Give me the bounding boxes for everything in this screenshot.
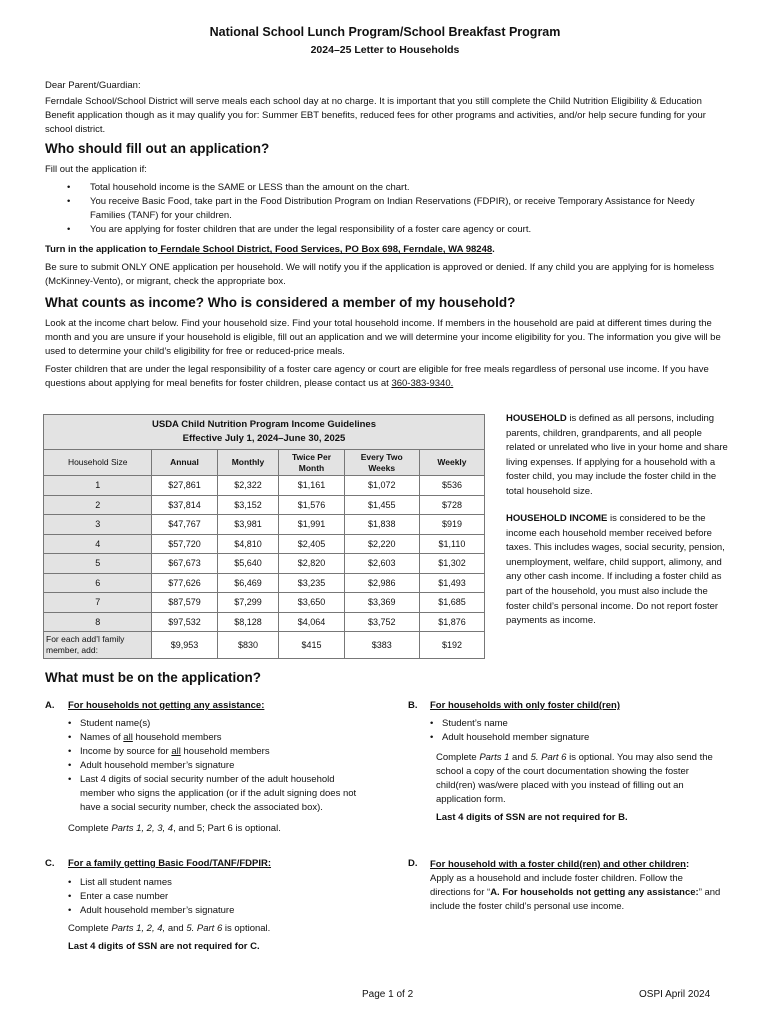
table-caption-line1: USDA Child Nutrition Program Income Guidelines xyxy=(152,419,376,430)
section-b-complete-mid: and xyxy=(509,752,531,763)
foster-text: Foster children that are under the legal responsibility of a foster care agency or court are eligible for free meals regardless of personal use income. If you have questions about applying for meal benefits for foster children, please contact us at xyxy=(45,364,709,389)
table-cell: $1,685 xyxy=(419,593,484,613)
income-guidelines-table xyxy=(43,414,485,659)
table-row xyxy=(44,632,485,659)
list-item: • Adult household member’s signature xyxy=(68,904,368,918)
list-item: • Income by source for all household members xyxy=(68,745,368,759)
table-cell: 7 xyxy=(44,593,152,613)
page-subtitle: 2024–25 Letter to Households xyxy=(310,44,460,56)
section-d-title xyxy=(430,858,730,872)
household-income-term: HOUSEHOLD INCOME xyxy=(506,513,608,524)
table-cell: 6 xyxy=(44,573,152,593)
table-cell: $3,369 xyxy=(344,593,419,613)
table-cell: $2,986 xyxy=(344,573,419,593)
section-c-letter: C. xyxy=(45,858,55,869)
table-cell: $5,640 xyxy=(217,554,279,574)
table-cell: $1,576 xyxy=(279,495,344,515)
table-row xyxy=(44,573,485,593)
table-cell: 8 xyxy=(44,612,152,632)
section-b-ssn-note: Last 4 digits of SSN are not required for B. xyxy=(436,812,628,823)
contact-phone[interactable]: 360-383-9340. xyxy=(391,378,454,389)
table-cell: $6,469 xyxy=(217,573,279,593)
household-income-text: is considered to be the income each household member received before taxes. This includes wages, social security, pension, unemployment, welfare, child support, alimony, and any other cash income. If including a foster child as part of the household, you must also include the foster child’s personal income. Do not report foster payments as income. xyxy=(506,513,725,627)
section-c-complete-part: 5. Part 6 xyxy=(186,923,223,934)
column-header: Household Size xyxy=(44,450,152,476)
household-income-definition xyxy=(506,512,728,629)
table-cell: $2,603 xyxy=(344,554,419,574)
list-item: • Student’s name xyxy=(430,717,730,731)
list-item: • Adult household member signature xyxy=(430,731,730,745)
intro-paragraph: Ferndale School/School District will serve meals each school day at no charge. It is important that you still complete the Child Nutrition Eligibility & Education Benefit application though as it may qualify you for: Summer EBT benefits, reduced fees for other programs and activities, and/or help secure funding for your school district. xyxy=(45,96,706,135)
column-header: Every Two Weeks xyxy=(344,450,419,476)
list-item: • Enter a case number xyxy=(68,890,368,904)
table-cell: $383 xyxy=(344,632,419,659)
income-paragraph: Look at the income chart below. Find your household size. Find your total household income. If members in the household are paid at different times during the month and you are unsure if your household is eligible, fill out an application and we will determine your income eligibility for you. The information you give will be used to determine your child’s eligibility for free or reduced-price meals. xyxy=(45,318,721,357)
section-c-ssn-note: Last 4 digits of SSN are not required for C. xyxy=(68,941,260,952)
table-cell: $3,752 xyxy=(344,612,419,632)
table-cell: $3,152 xyxy=(217,495,279,515)
who-heading: Who should fill out an application? xyxy=(45,141,270,156)
table-cell: $192 xyxy=(419,632,484,659)
table-cell: $3,981 xyxy=(217,515,279,535)
table-cell: For each add’l family member, add: xyxy=(44,632,152,659)
section-d-letter: D. xyxy=(408,858,418,869)
section-c-title: For a family getting Basic Food/TANF/FDPIR: xyxy=(68,858,272,869)
who-bullets xyxy=(45,181,730,237)
list-item: • Last 4 digits of social security number of the adult household member who signs the application (or if the adult signing does not have a social security number, check the associated box). xyxy=(68,773,368,815)
section-b-complete-suffix: is optional. You may also send the school a copy of the court documentation showing the foster child(ren) was/were placed with you instead of filling out an application form. xyxy=(436,752,713,805)
section-a-list xyxy=(68,717,368,815)
table-header-row xyxy=(44,450,485,476)
table-cell: $4,064 xyxy=(279,612,344,632)
greeting: Dear Parent/Guardian: xyxy=(45,80,141,91)
section-c-list xyxy=(68,876,368,918)
section-b-list xyxy=(430,717,730,745)
section-d-text-prefix: Apply as a household and include foster children. Follow the directions for “ xyxy=(430,873,683,898)
table-row xyxy=(44,476,485,496)
household-text: is defined as all persons, including parents, children, grandparents, and all people related or unrelated who live in your home and share living expenses. If applying for a household with a foster child, you may include the foster child in the total household size. xyxy=(506,413,728,497)
page-title: National School Lunch Program/School Breakfast Program xyxy=(209,25,561,39)
table-cell: $8,128 xyxy=(217,612,279,632)
column-header: Annual xyxy=(152,450,217,476)
page-number: Page 1 of 2 xyxy=(362,989,414,1000)
section-c-complete-prefix: Complete xyxy=(68,923,112,934)
table-row xyxy=(44,495,485,515)
table-row xyxy=(44,612,485,632)
list-item: • You receive Basic Food, take part in the Food Distribution Program on Indian Reservations (FDPIR), or receive Temporary Assistance for Needy Families (TANF) for your children. xyxy=(45,195,730,223)
table-cell: $77,626 xyxy=(152,573,217,593)
column-header: Monthly xyxy=(217,450,279,476)
list-item: • Names of all household members xyxy=(68,731,368,745)
application-heading: What must be on the application? xyxy=(45,670,261,685)
table-cell: $3,235 xyxy=(279,573,344,593)
turn-in-prefix: Turn in the application to xyxy=(45,244,158,255)
table-cell: $415 xyxy=(279,632,344,659)
table-cell: $1,876 xyxy=(419,612,484,632)
submit-note: Be sure to submit ONLY ONE application per household. We will notify you if the application is approved or denied. If any child you are applying for is homeless (McKinney-Vento), or migrant, check the appropriate box. xyxy=(45,262,715,287)
table-cell: $4,810 xyxy=(217,534,279,554)
table-cell: $830 xyxy=(217,632,279,659)
table-cell: $37,814 xyxy=(152,495,217,515)
section-b-complete-prefix: Complete xyxy=(436,752,480,763)
turn-in-line xyxy=(45,243,730,257)
section-b-letter: B. xyxy=(408,700,418,711)
section-c-complete xyxy=(68,922,368,936)
table-cell: $2,322 xyxy=(217,476,279,496)
table-cell: $47,767 xyxy=(152,515,217,535)
column-header: Weekly xyxy=(419,450,484,476)
section-d-text xyxy=(430,872,722,914)
table-cell: 5 xyxy=(44,554,152,574)
column-header: Twice Per Month xyxy=(279,450,344,476)
table-cell: $67,673 xyxy=(152,554,217,574)
table-row xyxy=(44,593,485,613)
table-cell: $9,953 xyxy=(152,632,217,659)
turn-in-suffix: . xyxy=(492,244,495,255)
section-a-title: For households not getting any assistance: xyxy=(68,700,265,711)
section-d-title-suffix: : xyxy=(686,859,690,870)
table-cell: 1 xyxy=(44,476,152,496)
table-cell: $1,161 xyxy=(279,476,344,496)
section-c-complete-mid: and xyxy=(165,923,187,934)
table-cell: $1,302 xyxy=(419,554,484,574)
section-a-complete-parts: Parts 1, 2, 3, 4 xyxy=(111,823,174,834)
table-cell: $57,720 xyxy=(152,534,217,554)
table-cell: $1,493 xyxy=(419,573,484,593)
table-cell: $87,579 xyxy=(152,593,217,613)
table-caption xyxy=(44,415,485,450)
section-a-complete-prefix: Complete xyxy=(68,823,112,834)
table-cell: $7,299 xyxy=(217,593,279,613)
table-caption-line2: Effective July 1, 2024–June 30, 2025 xyxy=(182,433,346,444)
foster-paragraph xyxy=(45,363,730,391)
section-a-complete-suffix: , and 5; Part 6 is optional. xyxy=(173,823,281,834)
section-a-complete xyxy=(68,822,368,836)
section-d-text-suffix: ” and include the foster child’s personal use income. xyxy=(430,887,721,912)
turn-in-address: Ferndale School District, Food Services, PO Box 698, Ferndale, WA 98248 xyxy=(157,244,493,255)
section-d-text-bold: A. For households not getting any assistance: xyxy=(490,887,699,898)
list-item: • Adult household member’s signature xyxy=(68,759,368,773)
household-term: HOUSEHOLD xyxy=(506,413,567,424)
section-b-complete-part5: 5. Part 6 xyxy=(530,752,567,763)
list-item: • You are applying for foster children that are under the legal responsibility of a foster care agency or court. xyxy=(45,223,730,237)
table-cell: $919 xyxy=(419,515,484,535)
table-cell: $2,820 xyxy=(279,554,344,574)
section-c-complete-suffix: is optional. xyxy=(222,923,271,934)
list-item: • List all student names xyxy=(68,876,368,890)
table-row xyxy=(44,534,485,554)
footer-org: OSPI April 2024 xyxy=(639,989,711,1000)
table-cell: $3,650 xyxy=(279,593,344,613)
list-item: • Total household income is the SAME or LESS than the amount on the chart. xyxy=(45,181,730,195)
table-cell: $1,072 xyxy=(344,476,419,496)
table-cell: $1,838 xyxy=(344,515,419,535)
who-lead: Fill out the application if: xyxy=(45,164,147,175)
table-cell: 3 xyxy=(44,515,152,535)
section-d-title-text: For household with a foster child(ren) and other children xyxy=(430,859,686,870)
table-cell: $2,405 xyxy=(279,534,344,554)
household-definition xyxy=(506,412,728,500)
table-cell: 4 xyxy=(44,534,152,554)
table-cell: 2 xyxy=(44,495,152,515)
table-cell: $27,861 xyxy=(152,476,217,496)
table-cell: $1,991 xyxy=(279,515,344,535)
table-cell: $1,110 xyxy=(419,534,484,554)
table-cell: $1,455 xyxy=(344,495,419,515)
section-b-complete-parts: Parts 1 xyxy=(479,752,510,763)
list-item: • Student name(s) xyxy=(68,717,368,731)
section-b-complete xyxy=(436,751,728,807)
section-b-title: For households with only foster child(ren) xyxy=(430,700,621,711)
table-cell: $2,220 xyxy=(344,534,419,554)
table-row xyxy=(44,554,485,574)
table-cell: $728 xyxy=(419,495,484,515)
table-cell: $97,532 xyxy=(152,612,217,632)
table-cell: $536 xyxy=(419,476,484,496)
section-c-complete-parts: Parts 1, 2, 4, xyxy=(111,923,166,934)
section-a-letter: A. xyxy=(45,700,55,711)
table-row xyxy=(44,515,485,535)
income-heading: What counts as income? Who is considered a member of my household? xyxy=(45,295,516,310)
